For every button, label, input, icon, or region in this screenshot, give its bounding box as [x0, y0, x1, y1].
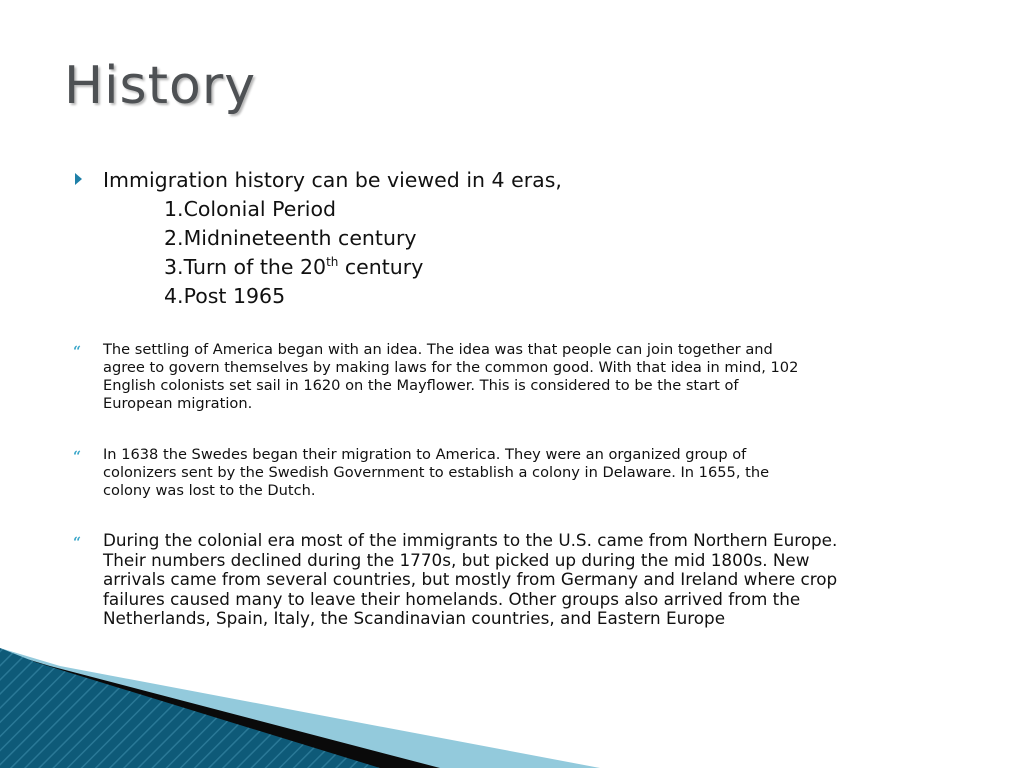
paragraph-line: The settling of America began with an idea. The idea was that people can join together and [103, 341, 773, 358]
paragraph-line: arrivals came from several countries, but mostly from Germany and Ireland where crop [103, 569, 838, 589]
era-item: 1.Colonial Period [164, 197, 337, 221]
paragraph-line: colonizers sent by the Swedish Government to establish a colony in Delaware. In 1655, the [103, 464, 770, 481]
paragraph-line: failures caused many to leave their homelands. Other groups also arrived from the [103, 588, 801, 609]
slide-title: History [64, 56, 256, 116]
quote-bullet-icon: “ [73, 449, 82, 465]
quote-bullet-icon: “ [73, 344, 82, 360]
quote-bullet-icon: “ [73, 535, 82, 551]
era-item: 4.Post 1965 [164, 284, 286, 308]
paragraph-line: English colonists set sail in 1620 on the Mayflower. This is considered to be the start of [103, 377, 739, 394]
paragraph-line: European migration. [103, 395, 253, 412]
era-heading: Immigration history can be viewed in 4 eras, [103, 168, 562, 192]
paragraph-line: Their numbers declined during the 1770s, but picked up during the mid 1800s. New [103, 549, 810, 570]
paragraph-line: agree to govern themselves by making laws for the common good. With that idea in mind, 102 [103, 359, 799, 376]
paragraph-line: In 1638 the Swedes began their migration to America. They were an organized group of [103, 446, 747, 463]
era-item: 2.Midnineteenth century [164, 226, 417, 250]
paragraph-line: During the colonial era most of the immigrants to the U.S. came from Northern Europe. [103, 530, 838, 550]
paragraph-line: colony was lost to the Dutch. [103, 482, 316, 499]
era-item: 3.Turn of the 20th century [164, 255, 424, 279]
paragraph-line: Netherlands, Spain, Italy, the Scandinavian countries, and Eastern Europe [103, 608, 726, 628]
